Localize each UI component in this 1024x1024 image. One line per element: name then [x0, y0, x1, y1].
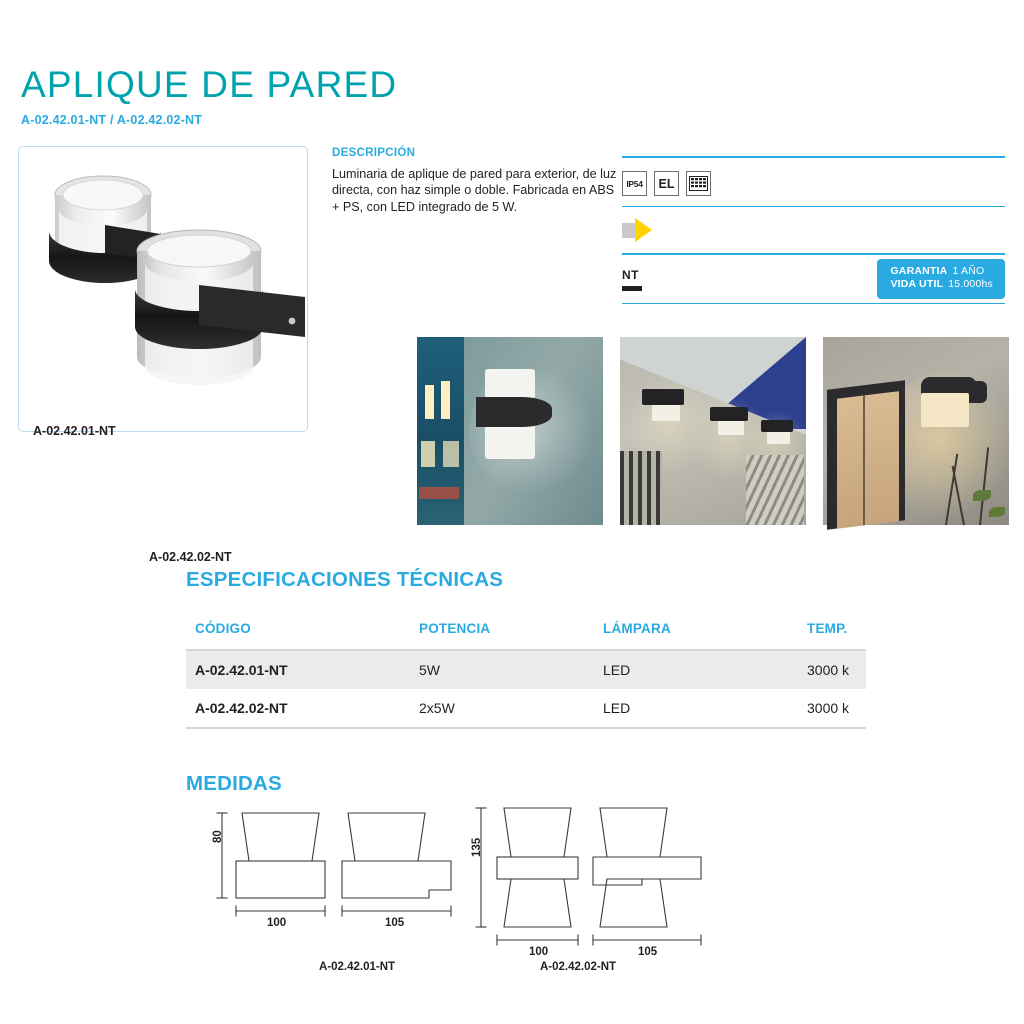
- railing: [620, 451, 662, 525]
- cell-codigo: A-02.42.01-NT: [195, 662, 288, 678]
- page-title: APLIQUE DE PARED: [21, 64, 398, 105]
- black-band: [476, 397, 552, 427]
- product-code-lower: A-02.42.02-NT: [149, 550, 232, 564]
- cell-temp: 3000 k: [807, 662, 850, 678]
- finish-color-swatch: [622, 286, 642, 291]
- grid-symbol-icon: [686, 171, 711, 196]
- door-seam: [863, 395, 865, 525]
- cell-lampara: LED: [603, 662, 631, 678]
- photo-dusk-house-wall-lamp: [417, 337, 603, 525]
- dimension-width-front-1: 100: [267, 917, 287, 929]
- wooden-door: [837, 391, 899, 529]
- cell-codigo: A-02.42.02-NT: [195, 700, 288, 716]
- lamp-lens-3: [767, 432, 790, 444]
- technical-drawings-svg: [186, 795, 886, 965]
- plant-leaf-2: [989, 507, 1005, 517]
- drawing-label-1: A-02.42.01-NT: [319, 961, 396, 973]
- lamp-body-3: [761, 420, 793, 432]
- lamp-lens: [921, 393, 969, 427]
- column-header-potencia: POTENCIA: [419, 621, 491, 636]
- dimension-height-2: 135: [471, 837, 483, 857]
- lifespan-label: VIDA UTIL: [890, 278, 944, 291]
- certification-icon-row: [622, 158, 1005, 206]
- column-header-temp: TEMP.: [807, 621, 848, 636]
- divider-bottom: [622, 303, 1005, 305]
- staircase: [746, 455, 804, 525]
- drawing-label-2: A-02.42.02-NT: [540, 961, 617, 973]
- window-glow-2: [441, 381, 450, 419]
- lamp-lens-2: [718, 421, 744, 435]
- specifications-heading: ESPECIFICACIONES TÉCNICAS: [186, 568, 504, 591]
- el-class-icon: EL: [654, 171, 679, 196]
- beam-source-block: [622, 223, 635, 238]
- direct-beam-icon: [622, 218, 652, 242]
- beam-icon-row: [622, 207, 1005, 253]
- lower-lens: [485, 425, 535, 459]
- window-glow-3: [421, 441, 435, 467]
- foreground-object: [419, 487, 459, 499]
- table-header-row: [186, 615, 866, 650]
- lamp-body-1: [642, 389, 684, 405]
- table-row: [186, 650, 866, 689]
- column-header-lampara: LÁMPARA: [603, 621, 671, 636]
- description-body: Luminaria de aplique de pared para exterior, de luz directa, con haz simple o doble. Fabricada en ABS + PS, con LED integrado de 5 W.: [332, 167, 617, 214]
- photo-stairwell-three-lamps: [620, 337, 806, 525]
- lifespan-value: 15.000hs: [948, 278, 993, 291]
- medidas-heading: MEDIDAS: [186, 772, 282, 795]
- cell-lampara: LED: [603, 700, 631, 716]
- warranty-label: GARANTIA: [890, 264, 948, 277]
- product-code-upper: A-02.42.01-NT: [33, 424, 116, 438]
- upper-lens: [485, 369, 535, 399]
- dimension-width-front-2: 100: [529, 946, 549, 958]
- dimension-width-side-2: 105: [638, 946, 658, 958]
- window-glow-1: [425, 385, 434, 419]
- warranty-value: 1 AÑO: [952, 264, 985, 277]
- dimension-height-1: 80: [212, 830, 224, 843]
- product-render-double: [129, 225, 307, 395]
- column-header-codigo: CÓDIGO: [195, 621, 251, 636]
- lamp-lens-1: [652, 405, 680, 421]
- ip54-icon: IP54: [622, 171, 647, 196]
- dimension-drawings: [186, 795, 886, 990]
- finish-code-group: [622, 266, 642, 291]
- warranty-badge: [877, 259, 1005, 299]
- table-row: [186, 689, 866, 728]
- cell-temp: 3000 k: [807, 700, 850, 716]
- dimension-width-side-1: 105: [385, 917, 405, 929]
- product-image-panel: [18, 146, 308, 564]
- lamp-body-2: [710, 407, 748, 421]
- cell-potencia: 5W: [419, 662, 440, 678]
- beam-cone-shape: [635, 218, 652, 242]
- description-heading: DESCRIPCIÓN: [332, 147, 416, 159]
- photo-entrance-door-lamp: [823, 337, 1009, 525]
- plant-leaf-1: [973, 490, 991, 501]
- window-glow-4: [443, 441, 459, 467]
- specifications-table: [186, 615, 866, 729]
- finish-code-label: NT: [622, 268, 639, 283]
- cell-potencia: 2x5W: [419, 700, 455, 716]
- page-subtitle-codes: A-02.42.01-NT / A-02.42.02-NT: [21, 113, 203, 127]
- finish-and-warranty-row: [622, 255, 1005, 303]
- spec-icon-stack: [622, 156, 1005, 304]
